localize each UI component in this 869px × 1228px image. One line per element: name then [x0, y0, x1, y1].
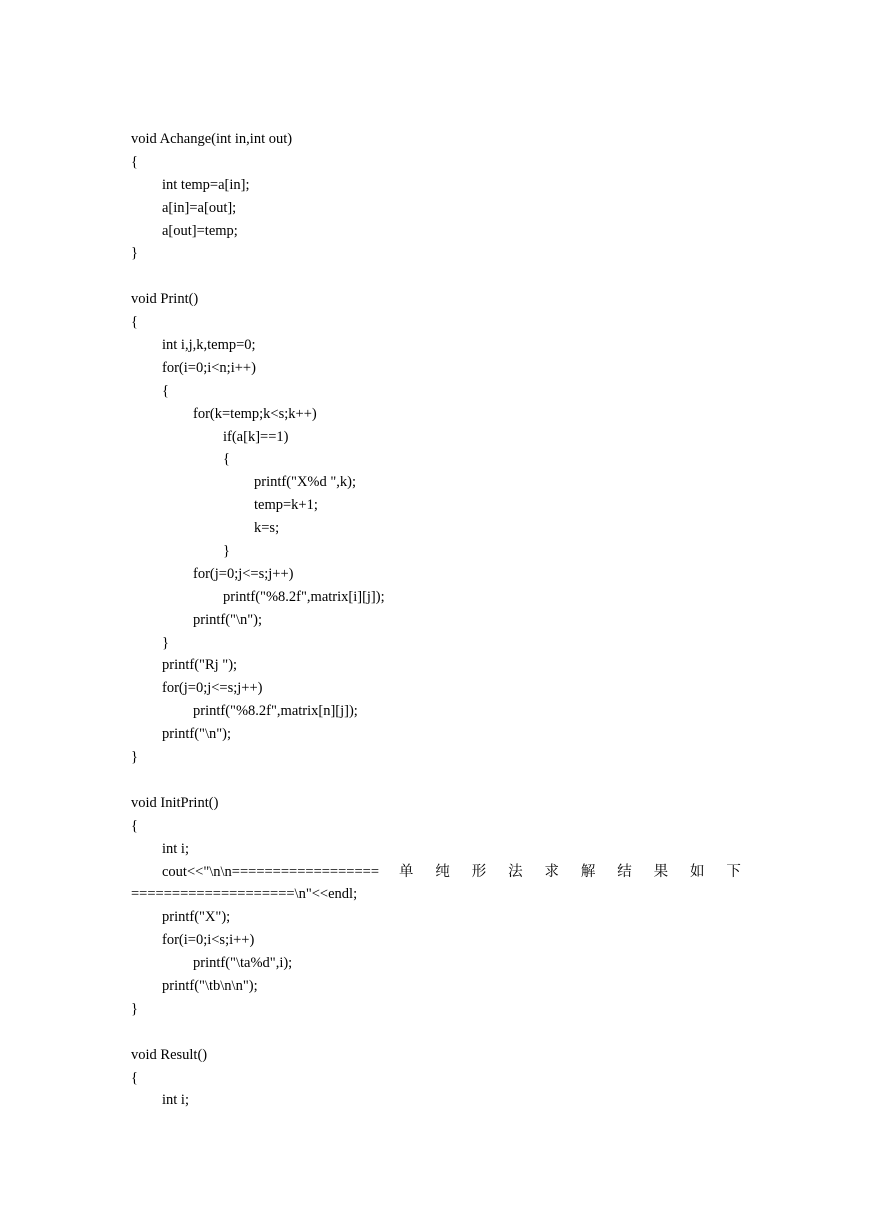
cjk-char: 如: [690, 863, 705, 880]
code-line: int i;: [162, 1092, 189, 1109]
cjk-char: 解: [580, 863, 596, 880]
code-line: printf("%8.2f",matrix[i][j]);: [223, 588, 385, 605]
code-line: }: [162, 634, 169, 651]
code-line: for(i=0;i<s;i++): [162, 932, 255, 949]
cjk-char: 单: [399, 863, 414, 880]
code-line: printf("Rj ");: [162, 657, 238, 674]
cjk-heading-text: [399, 861, 741, 884]
code-line: {: [223, 451, 230, 468]
brace-close: }: [131, 245, 138, 262]
cjk-char: 纯: [435, 863, 450, 880]
code-line: a[in]=a[out];: [162, 199, 237, 216]
code-line: printf("\ta%d",i);: [193, 955, 293, 972]
brace-close: }: [131, 1000, 138, 1017]
code-line: k=s;: [254, 520, 280, 537]
brace-open: {: [131, 1069, 138, 1086]
code-line: int i;: [162, 840, 189, 857]
code-line: int i,j,k,temp=0;: [162, 337, 256, 354]
code-line: {: [162, 382, 169, 399]
code-line: a[out]=temp;: [162, 222, 238, 239]
code-line: if(a[k]==1): [223, 428, 289, 445]
code-line: int temp=a[in];: [162, 176, 250, 193]
initprint-signature: void InitPrint(): [131, 794, 219, 811]
code-line: printf("\n");: [162, 726, 232, 743]
code-line: ====================\n"<<endl;: [131, 886, 358, 903]
cjk-char: 下: [726, 863, 741, 880]
brace-open: {: [131, 314, 138, 331]
code-line: for(j=0;j<=s;j++): [162, 680, 263, 697]
brace-open: {: [131, 817, 138, 834]
achange-signature: void Achange(int in,int out): [131, 131, 293, 147]
blank-line: [131, 769, 751, 792]
code-line: printf("X%d ",k);: [254, 474, 357, 491]
result-signature: void Result(): [131, 1046, 208, 1063]
code-line: temp=k+1;: [254, 497, 318, 514]
code-line: printf("%8.2f",matrix[n][j]);: [193, 703, 358, 720]
code-listing: [131, 128, 751, 1112]
brace-open: {: [131, 153, 138, 170]
code-line: printf("\n");: [193, 611, 263, 628]
cout-prefix: cout<<"\n\n==================: [162, 863, 379, 880]
cjk-char: 法: [508, 863, 523, 880]
cjk-char: 形: [471, 863, 487, 880]
code-line: for(k=temp;k<s;k++): [193, 405, 317, 422]
cjk-char: 求: [544, 863, 559, 880]
code-line: }: [223, 543, 230, 560]
blank-line: [131, 1021, 751, 1044]
cjk-char: 结: [617, 863, 632, 880]
code-line: printf("X");: [162, 909, 231, 926]
code-line: for(j=0;j<=s;j++): [193, 565, 294, 582]
code-line: printf("\tb\n\n");: [162, 977, 258, 994]
brace-close: }: [131, 749, 138, 766]
code-line-cjk: [131, 861, 751, 884]
print-signature: void Print(): [131, 291, 199, 308]
code-line: for(i=0;i<n;i++): [162, 359, 256, 376]
cjk-char: 果: [653, 863, 669, 880]
blank-line: [131, 265, 751, 288]
